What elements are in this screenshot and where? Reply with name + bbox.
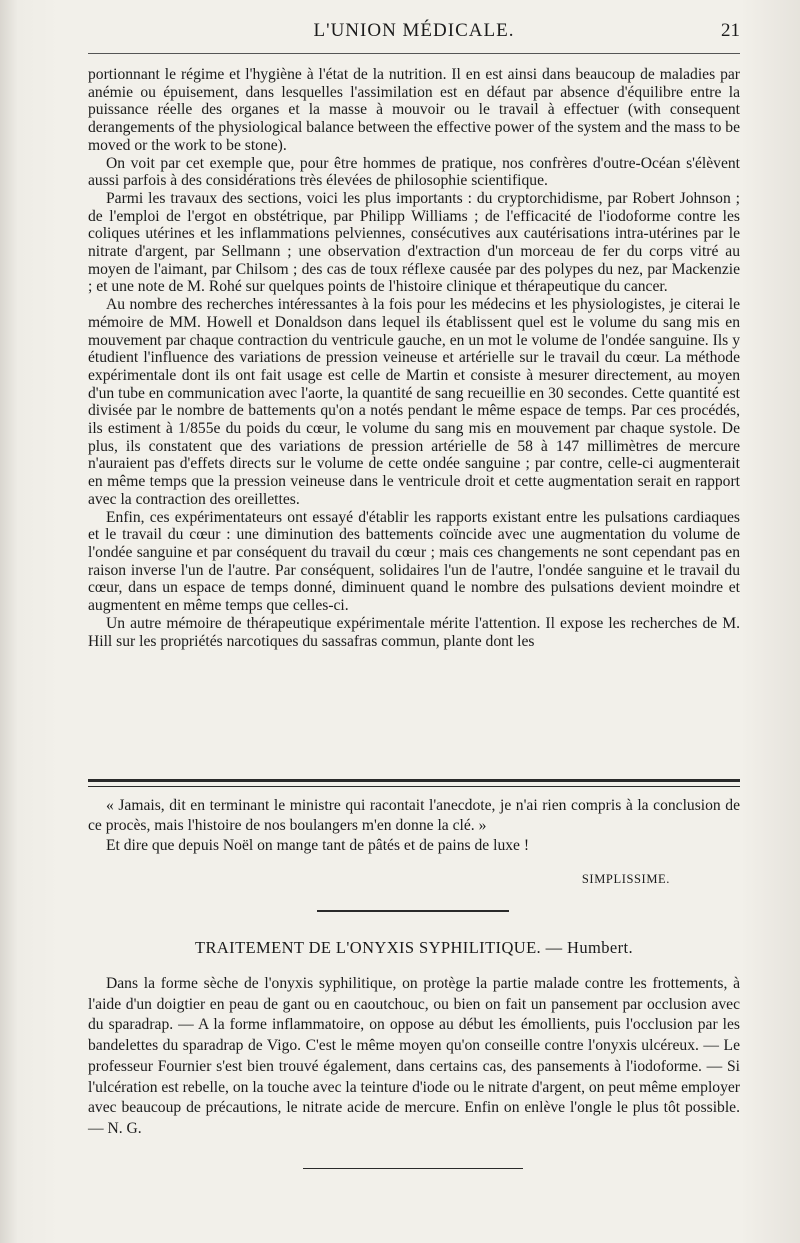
article-title: TRAITEMENT DE L'ONYXIS SYPHILITIQUE. — Humbert.: [194, 938, 634, 957]
paragraph: On voit par cet exemple que, pour être hommes de pratique, nos confrères d'outre-Océan s'élèvent aussi parfois à des considérations très élevées de philosophie scientifique.: [88, 154, 740, 190]
continued-article: [88, 66, 740, 650]
paragraph: portionnant le régime et l'hygiène à l'état de la nutrition. Il en est ainsi dans beaucoup de maladies par anémie ou épuisement, dans lesquelles l'assimilation est en défaut par absence d'équilibre entre la puissance réelle des organes et la masse à mouvoir ou le travail à effectuer (with consequent derangements of the physiological balance between the effective power of the system and the mass to be moved or the work to be stone).: [88, 66, 740, 154]
author-signature: SIMPLISSIME.: [581, 872, 670, 886]
end-divider: [303, 1168, 523, 1169]
paragraph: Un autre mémoire de thérapeutique expérimentale mérite l'attention. Il expose les recherches de M. Hill sur les propriétés narcotiques du sassafras commun, plante dont les: [88, 614, 740, 650]
section-divider-thick: [88, 779, 740, 782]
anecdote-section: [88, 796, 740, 856]
page-number: 21: [721, 20, 740, 41]
paragraph: Enfin, ces expérimentateurs ont essayé d'établir les rapports existant entre les pulsations cardiaques et le travail du cœur : une diminution des battements coïncide avec une augmentation du volume de l'ondée sanguine et par conséquent du travail du cœur ; mais ces changements ne sont cependant pas en raison inverse l'un de l'autre. Par conséquent, solidaires l'un de l'autre, l'ondée sanguine et le travail du cœur, dans un espace de temps donné, diminuent quand le nombre des pulsations devient moindre et augmentent en même temps que celles-ci.: [88, 508, 740, 615]
running-header: [88, 18, 740, 48]
quote-paragraph: « Jamais, dit en terminant le ministre qui racontait l'anecdote, je n'ai rien compris à la conclusion de ce procès, mais l'histoire de nos boulangers m'en donne la clé. »: [88, 797, 740, 834]
section-divider-thin: [88, 786, 740, 787]
article-body: [88, 974, 740, 1140]
paragraph: Parmi les travaux des sections, voici les plus importants : du cryptorchidisme, par Robert Johnson ; de l'emploi de l'ergot en obstétrique, par Philipp Williams ; de l'efficacité de l'iodoforme contre les coliques utérines et les inflammations pelviennes, consécutives aux cautérisations intra-utérines par le nitrate d'argent, par Sellmann ; une observation d'extraction d'un morceau de fer du corps vitré au moyen de l'aimant, par Chilsom ; des cas de toux réflexe causée par des polypes du nez, par Mackenzie ; et une note de M. Rohé sur quelques points de l'histoire clinique et thérapeutique du cancer.: [88, 189, 740, 296]
header-rule: [88, 53, 740, 54]
paragraph: Dans la forme sèche de l'onyxis syphilitique, on protège la partie malade contre les frottements, à l'aide d'un doigtier en peau de gant ou en caoutchouc, ou bien on fait un pansement par occlusion avec du sparadrap. — A la forme inflammatoire, on oppose au début les émollients, puis l'occlusion par les bandelettes du sparadrap de Vigo. C'est le même moyen qu'on conseille contre l'onyxis ulcéreux. — Le professeur Fournier s'est bien trouvé également, dans certains cas, des pansements à l'iodoforme. — Si l'ulcération est rebelle, on la touche avec la teinture d'iode ou le nitrate d'argent, on peut même employer avec beaucoup de précautions, le nitrate acide de mercure. Enfin on enlève l'ongle le plus tôt possible. — N. G.: [88, 975, 740, 1137]
short-divider: [317, 910, 509, 912]
journal-title: L'UNION MÉDICALE.: [313, 20, 515, 41]
paragraph: Et dire que depuis Noël on mange tant de pâtés et de pains de luxe !: [106, 837, 530, 854]
paragraph: Au nombre des recherches intéressantes à la fois pour les médecins et les physiologistes, je citerai le mémoire de MM. Howell et Donaldson dans lequel ils établissent quel est le volume du sang mis en mouvement par chaque contraction du ventricule gauche, en un mot le volume de l'ondée sanguine. Ils y étudient l'influence des variations de pression veineuse et artérielle sur le travail du cœur. La méthode expérimentale dont ils ont fait usage est celle de Martin et consiste à mesurer directement, au moyen d'un tube en communication avec l'aorte, la quantité de sang recueillie en 30 secondes. Cette quantité est divisée par le nombre de battements qu'on a notés pendant le même espace de temps. Par ces procédés, ils estiment à 1/855e du poids du cœur, le volume du sang mis en mouvement par chaque systole. De plus, ils constatent que des variations de pression artérielle de 58 à 147 millimètres de mercure n'auraient pas d'effets directs sur le volume de cette ondée sanguine ; par contre, celle-ci augmenterait en même temps que la pression veineuse dans le ventricule droit et cette augmentation serait en rapport avec la contraction des oreillettes.: [88, 296, 740, 508]
